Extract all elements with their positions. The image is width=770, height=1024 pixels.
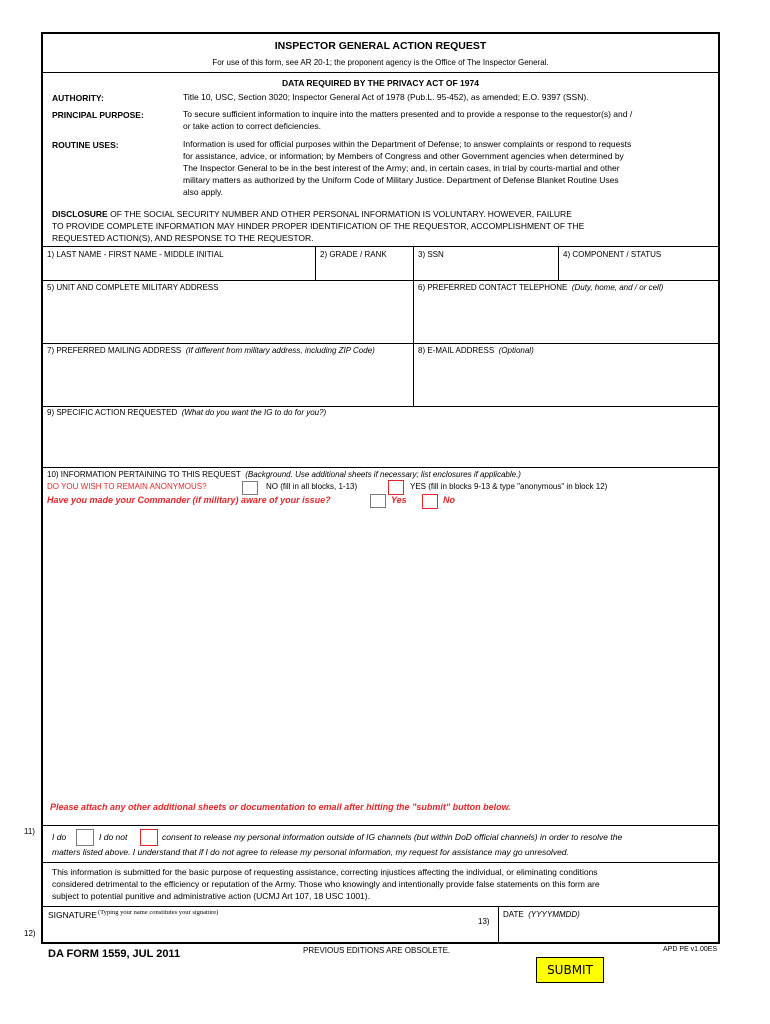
- divider: [41, 825, 720, 826]
- component-input[interactable]: [562, 263, 716, 277]
- name-label: 1) LAST NAME - FIRST NAME - MIDDLE INITIAL: [47, 250, 224, 259]
- telephone-hint: (Duty, home, and / or cell): [571, 283, 664, 292]
- date-label-text: DATE: [503, 910, 524, 919]
- disclosure-text-1: OF THE SOCIAL SECURITY NUMBER AND OTHER PERSONAL INFORMATION IS VOLUNTARY. HOWEVER, FAILURE: [110, 209, 572, 219]
- routine-line-5: also apply.: [183, 187, 224, 197]
- date-input[interactable]: [503, 924, 715, 939]
- divider: [41, 343, 720, 344]
- name-input[interactable]: [46, 263, 310, 277]
- telephone-label-text: 6) PREFERRED CONTACT TELEPHONE: [418, 283, 568, 292]
- disclosure-line-1: [52, 209, 572, 221]
- signature-label: SIGNATURE: [48, 910, 97, 920]
- form-subtitle: For use of this form, see AR 20-1; the proponent agency is the Office of The Inspector General.: [212, 58, 549, 67]
- signature-input[interactable]: [48, 924, 488, 939]
- component-label: 4) COMPONENT / STATUS: [563, 250, 662, 259]
- divider: [558, 246, 559, 280]
- divider: [41, 862, 720, 863]
- signature-hint: (Typing your name constitutes your signature): [98, 909, 219, 916]
- statement-line-1: This information is submitted for the basic purpose of requesting assistance, correcting injustices affecting the individual, or eliminating conditions: [52, 867, 598, 877]
- attach-note: Please attach any other additional sheets or documentation to email after hitting the "submit" button below.: [50, 802, 511, 812]
- ssn-input[interactable]: [417, 263, 554, 277]
- info-input[interactable]: [46, 512, 714, 792]
- unit-address-input[interactable]: [46, 296, 408, 340]
- email-input[interactable]: [417, 359, 715, 373]
- mailing-hint: (If different from military address, including ZIP Code): [185, 346, 375, 355]
- statement-line-2: considered detrimental to the efficiency or reputation of the Army. Those who knowingly and intentionally provide false statements on this form are: [52, 879, 600, 889]
- commander-yes-checkbox[interactable]: [370, 494, 386, 508]
- divider: [315, 246, 316, 280]
- email-label: [418, 346, 534, 355]
- disclosure-line-2: TO PROVIDE COMPLETE INFORMATION MAY HINDER PROPER IDENTIFICATION OF THE REQUESTOR, ACCOMPLISHMENT OF THE: [52, 221, 585, 231]
- consent-line-1: consent to release my personal information outside of IG channels (but within DoD official channels) in order to resolve the: [162, 832, 623, 842]
- date-hint: (YYYYMMDD): [528, 910, 580, 919]
- anonymous-question: DO YOU WISH TO REMAIN ANONYMOUS?: [47, 482, 207, 491]
- version-label: APD PE v1.00ES: [663, 946, 718, 953]
- divider: [41, 246, 720, 247]
- divider: [413, 280, 414, 343]
- commander-yes-label: Yes: [391, 495, 407, 505]
- email-label-text: 8) E-MAIL ADDRESS: [418, 346, 495, 355]
- authority-text: Title 10, USC, Section 3020; Inspector General Act of 1978 (Pub.L. 95-452), as amended; E.O. 9397 (SSN).: [183, 92, 589, 102]
- unit-address-label: 5) UNIT AND COMPLETE MILITARY ADDRESS: [47, 283, 219, 292]
- statement-line-3: subject to potential punitive and administrative action (UCMJ Art 107, 18 USC 1001).: [52, 891, 370, 901]
- disclosure-line-3: REQUESTED ACTION(S), AND RESPONSE TO THE REQUESTOR.: [52, 233, 314, 243]
- specific-action-label: [47, 408, 326, 417]
- email-hint: (Optional): [498, 346, 534, 355]
- authority-label: AUTHORITY:: [52, 93, 104, 103]
- i-do-label: I do: [52, 832, 67, 842]
- commander-question: Have you made your Commander (if military) aware of your issue?: [47, 495, 331, 505]
- block-12-number: 12): [24, 929, 36, 938]
- submit-button[interactable]: SUBMIT: [536, 957, 604, 983]
- disclosure-label: DISCLOSURE: [52, 209, 108, 219]
- info-label-text: 10) INFORMATION PERTAINING TO THIS REQUEST: [47, 470, 241, 479]
- ssn-label: 3) SSN: [418, 250, 444, 259]
- form-title: INSPECTOR GENERAL ACTION REQUEST: [274, 40, 487, 52]
- date-label: [503, 910, 580, 919]
- mailing-address-label: [47, 346, 375, 355]
- consent-no-checkbox[interactable]: [140, 829, 158, 846]
- purpose-line-1: To secure sufficient information to inquire into the matters presented and to provide a response to the requestor(s) and /: [183, 109, 633, 119]
- routine-line-3: The Inspector General to be in the best interest of the Army; and, in certain cases, in trial by courts-martial and other: [183, 163, 620, 173]
- divider: [413, 246, 414, 280]
- block-13-number: 13): [478, 917, 490, 926]
- anonymous-yes-label: YES (fill in blocks 9-13 & type "anonymous" in block 12): [410, 482, 608, 491]
- grade-label: 2) GRADE / RANK: [320, 250, 387, 259]
- divider: [413, 343, 414, 406]
- divider: [41, 467, 720, 468]
- i-do-not-label: I do not: [99, 832, 128, 842]
- purpose-label: PRINCIPAL PURPOSE:: [52, 110, 144, 120]
- divider: [41, 280, 720, 281]
- telephone-input[interactable]: [417, 296, 715, 310]
- form-id: DA FORM 1559, JUL 2011: [48, 948, 181, 960]
- telephone-label: [418, 283, 663, 292]
- privacy-title: DATA REQUIRED BY THE PRIVACY ACT OF 1974: [282, 78, 479, 88]
- anonymous-no-label: NO (fill in all blocks, 1-13): [266, 482, 358, 491]
- divider: [41, 72, 720, 73]
- divider: [498, 906, 499, 944]
- divider: [41, 406, 720, 407]
- anonymous-yes-checkbox[interactable]: [388, 480, 404, 495]
- mailing-label-text: 7) PREFERRED MAILING ADDRESS: [47, 346, 182, 355]
- specific-action-input[interactable]: [46, 421, 714, 463]
- routine-line-1: Information is used for official purposes within the Department of Defense; to answer complaints or respond to requests: [183, 139, 632, 149]
- consent-yes-checkbox[interactable]: [76, 829, 94, 846]
- routine-label: ROUTINE USES:: [52, 140, 119, 150]
- info-hint: (Background. Use additional sheets if necessary; list enclosures if applicable.): [245, 470, 521, 479]
- mailing-address-input[interactable]: [46, 359, 408, 403]
- commander-no-label: No: [443, 495, 455, 505]
- grade-input[interactable]: [319, 263, 409, 277]
- anonymous-no-checkbox[interactable]: [242, 481, 258, 495]
- block-11-number: 11): [24, 827, 35, 836]
- routine-line-4: military matters as authorized by the Uniform Code of Military Justice. Department of Defense Blanket Routine Uses: [183, 175, 619, 185]
- divider: [41, 906, 720, 907]
- routine-line-2: for assistance, advice, or information; by Members of Congress and other Government agencies when determined by: [183, 151, 624, 161]
- obsolete-notice: PREVIOUS EDITIONS ARE OBSOLETE.: [303, 946, 451, 955]
- specific-action-label-text: 9) SPECIFIC ACTION REQUESTED: [47, 408, 178, 417]
- specific-action-hint: (What do you want the IG to do for you?): [181, 408, 327, 417]
- consent-line-2: matters listed above. I understand that if I do not agree to release my personal information, my request for assistance may go unresolved.: [52, 847, 569, 857]
- commander-no-checkbox[interactable]: [422, 494, 438, 509]
- purpose-line-2: or take action to correct deficiencies.: [183, 121, 321, 131]
- info-label: [47, 470, 521, 479]
